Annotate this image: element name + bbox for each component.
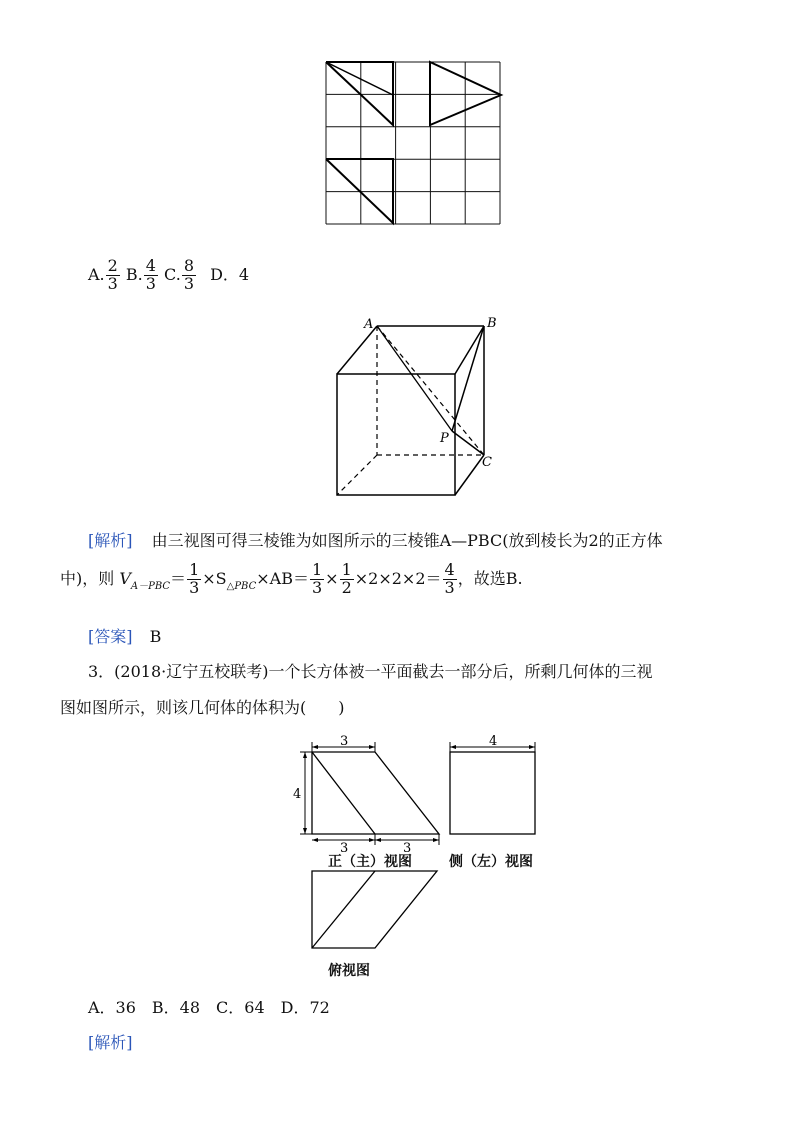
q2-answer: [答案] B — [88, 627, 162, 646]
q3-question-line2: 图如图所示，则该几何体的体积为( ) — [60, 698, 345, 717]
front-dim-top: 3 — [340, 734, 349, 749]
front-dim-bottom-right: 3 — [403, 841, 412, 856]
cube-label-a: A — [364, 317, 374, 332]
q2-analysis-line2: 中)，则 $V_{A-PBC}=$ $\frac{1}{3}$ $\times S_{\triangle PBC}\times AB=$ $\frac{1}{3}$ × $\frac{1}{2}$ ×2×2×2＝ $\frac{4}{3}$ ，故选B. — [60, 560, 523, 597]
q3-question-line1: 3．(2018·辽宁五校联考)一个长方体被一平面截去一部分后，所剩几何体的三视 — [88, 662, 653, 681]
front-dim-left: 4 — [293, 787, 302, 802]
cube-label-p: P — [440, 431, 449, 446]
analysis-tag: [解析] — [88, 531, 133, 550]
front-dim-bottom-left: 3 — [340, 841, 349, 856]
q3-analysis: [解析] — [88, 1033, 133, 1052]
front-view-label: 正（主）视图 — [328, 854, 412, 870]
q2-options: A. $\frac{2}{3}$ B. $\frac{4}{3}$ C. $\frac{8}{3}$ D．4 — [88, 256, 250, 293]
side-view-label: 侧（左）视图 — [449, 854, 533, 870]
cube-label-b: B — [487, 316, 497, 331]
cube-label-c: C — [482, 455, 492, 470]
q3-options: A．36 B．48 C．64 D．72 — [88, 998, 330, 1017]
top-view-label: 俯视图 — [328, 963, 370, 979]
q2-analysis-line1: [解析] 由三视图可得三棱锥为如图所示的三棱锥A—PBC(放到棱长为2的正方体 — [88, 531, 663, 550]
side-dim-top: 4 — [489, 734, 498, 749]
